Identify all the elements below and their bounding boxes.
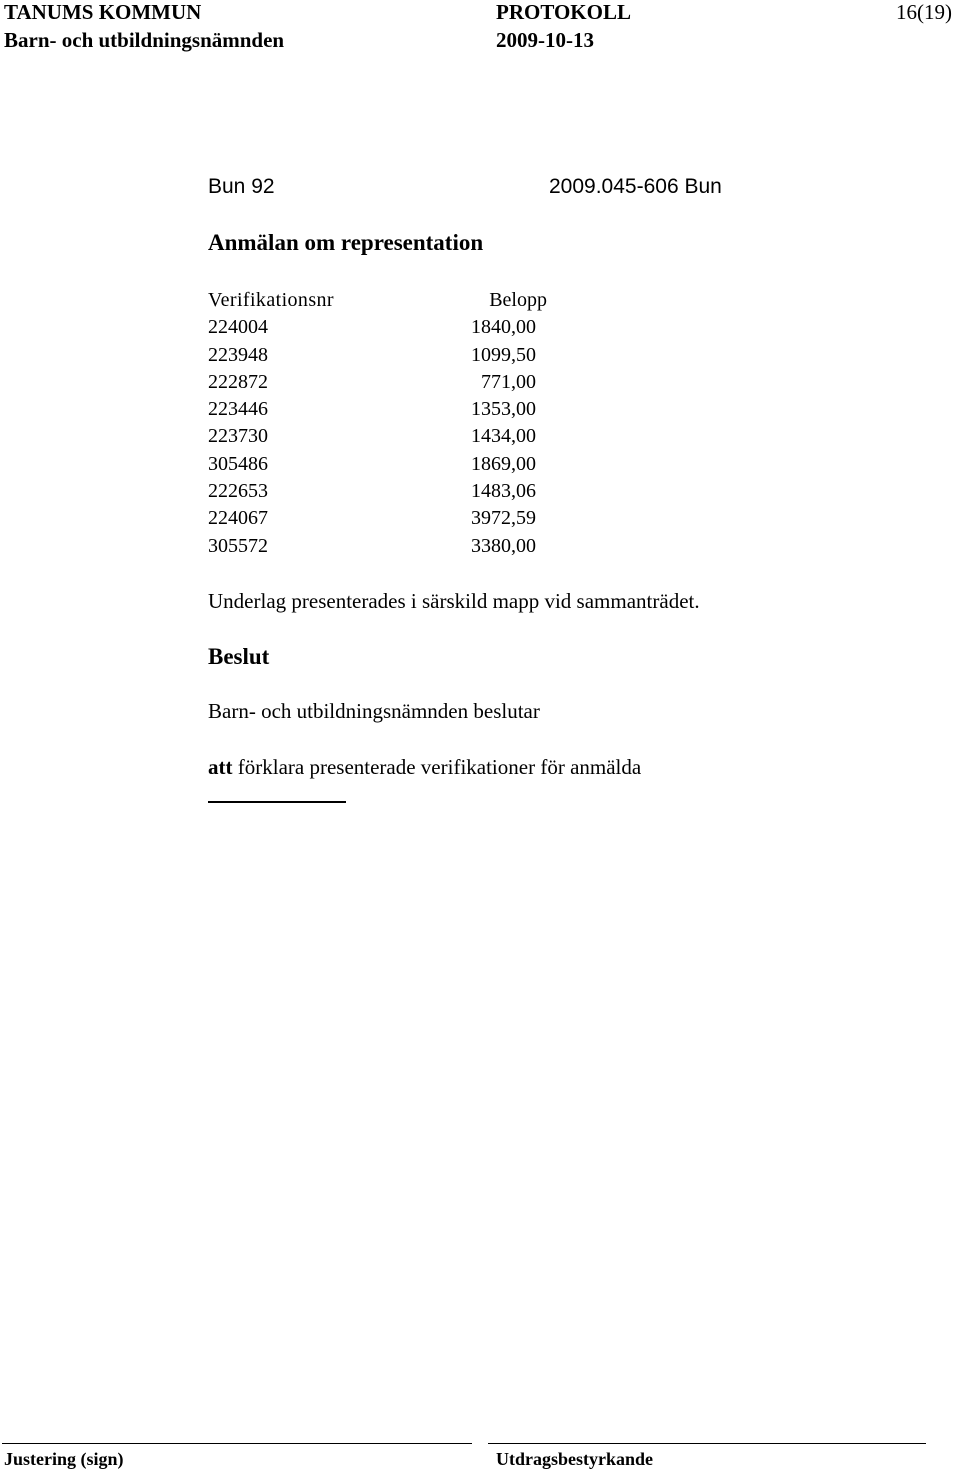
- att-text: förklara presenterade verifikationer för anmälda: [237, 755, 642, 779]
- case-title: Anmälan om representation: [208, 230, 484, 255]
- decision-intro: Barn- och utbildningsnämnden beslutar: [208, 699, 540, 723]
- belopp-cell: 3972,59: [471, 507, 536, 530]
- verification-table: [208, 288, 547, 561]
- belopp-cell: 1483,06: [471, 480, 536, 503]
- committee-name: Barn- och utbildningsnämnden: [4, 28, 285, 52]
- belopp-cell: 1869,00: [471, 452, 536, 475]
- belopp-cell: 1099,50: [471, 343, 536, 366]
- decision-heading: Beslut: [208, 644, 270, 669]
- verifikationsnr-cell: 305486: [208, 452, 268, 475]
- decision-att-line: [208, 755, 641, 779]
- verifikationsnr-cell: 223730: [208, 425, 268, 448]
- table-header: [208, 288, 547, 315]
- diarie-number: 2009.045-606 Bun: [549, 175, 722, 198]
- belopp-cell: 1840,00: [471, 316, 536, 339]
- belopp-cell: 3380,00: [471, 534, 536, 557]
- verifikationsnr-cell: 224004: [208, 316, 268, 339]
- page-number: 16(19): [896, 0, 952, 24]
- table-row: [208, 534, 538, 561]
- utdrag-label: Utdragsbestyrkande: [496, 1449, 654, 1469]
- org-name: TANUMS KOMMUN: [4, 0, 202, 24]
- table-row: [208, 452, 538, 479]
- verifikationsnr-cell: 224067: [208, 507, 268, 530]
- belopp-cell: 1434,00: [471, 425, 536, 448]
- header-belopp: Belopp: [489, 289, 547, 311]
- table-row: [208, 424, 538, 451]
- paragraph-number: Bun 92: [208, 175, 275, 198]
- table-row: [208, 479, 538, 506]
- verifikationsnr-cell: 222872: [208, 370, 268, 393]
- verifikationsnr-cell: 223446: [208, 398, 268, 421]
- end-rule: [208, 801, 346, 803]
- table-row: [208, 397, 538, 424]
- meeting-date: 2009-10-13: [496, 28, 594, 52]
- verifikationsnr-cell: 305572: [208, 534, 268, 557]
- header-verifikationsnr: Verifikationsnr: [208, 289, 334, 311]
- verifikationsnr-cell: 223948: [208, 343, 268, 366]
- note-text: Underlag presenterades i särskild mapp vid sammanträdet.: [208, 589, 700, 613]
- belopp-cell: 771,00: [481, 370, 536, 393]
- verifikationsnr-cell: 222653: [208, 480, 268, 503]
- justering-line: [2, 1443, 472, 1444]
- doc-type: PROTOKOLL: [496, 0, 631, 24]
- att-word: att: [208, 755, 233, 779]
- table-row: [208, 506, 538, 533]
- table-row: [208, 343, 538, 370]
- utdrag-line: [488, 1443, 926, 1444]
- table-row: [208, 315, 538, 342]
- table-row: [208, 370, 538, 397]
- justering-label: Justering (sign): [4, 1449, 124, 1469]
- belopp-cell: 1353,00: [471, 398, 536, 421]
